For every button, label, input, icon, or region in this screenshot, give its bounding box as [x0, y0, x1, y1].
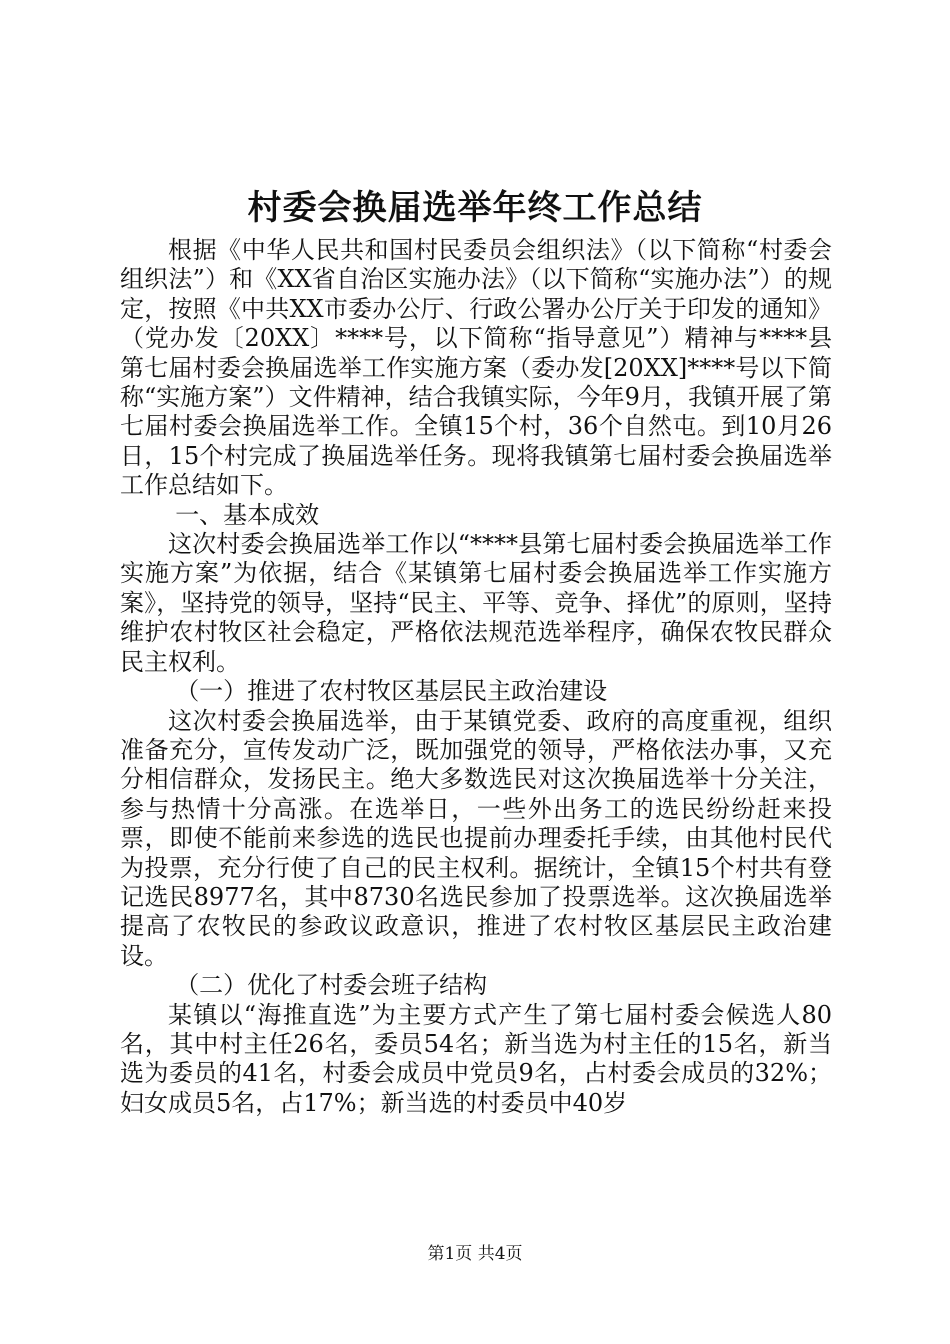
section-heading-basic-results: 一、基本成效 [175, 500, 320, 529]
democracy-paragraph: 这次村委会换届选举，由于某镇党委、政府的高度重视，组织准备充分，宣传发动广泛，既加强党的领导，严格依法办事，又充分相信群众，发扬民主。绝大多数选民对这次换届选举十分关注，参与热情十分高涨。在选举日，一些外出务工的选民纷纷赶来投票，即使不能前来参选的选民也提前办理委托手续，由其他村民代为投票，充分行使了自己的民主权利。据统计，全镇15个村共有登记选民8977名，其中8730名选民参加了投票选举。这次换届选举提高了农牧民的参政议政意识，推进了农村牧区基层民主政治建设。 [120, 706, 832, 970]
subsection-heading-structure: （二）优化了村委会班子结构 [175, 971, 488, 1000]
document-body [120, 236, 832, 1118]
basic-results-paragraph: 这次村委会换届选举工作以“****县第七届村委会换届选举工作实施方案”为依据，结合《某镇第七届村委会换届选举工作实施方案》，坚持党的领导，坚持“民主、平等、竞争、择优”的原则，坚持维护农村牧区社会稳定，严格依法规范选举程序，确保农牧民群众民主权利。 [120, 530, 832, 676]
subsection-heading-democracy: （一）推进了农村牧区基层民主政治建设 [175, 677, 608, 706]
intro-paragraph: 根据《中华人民共和国村民委员会组织法》（以下简称“村委会组织法”）和《XX省自治区实施办法》（以下简称“实施办法”）的规定，按照《中共XX市委办公厅、行政公署办公厅关于印发的通知》（党办发〔20XX〕****号，以下简称“指导意见”）精神与****县第七届村委会换届选举工作实施方案（委办发[20XX]****号以下简称“实施方案”）文件精神，结合我镇实际，今年9月，我镇开展了第七届村委会换届选举工作。全镇15个村，36个自然屯。到10月26日，15个村完成了换届选举任务。现将我镇第七届村委会换届选举工作总结如下。 [120, 236, 832, 500]
document-title: 村委会换届选举年终工作总结 [247, 188, 703, 228]
structure-paragraph: 某镇以“海推直选”为主要方式产生了第七届村委会候选人80名，其中村主任26名，委员54名；新当选为村主任的15名，新当选为委员的41名，村委会成员中党员9名，占村委会成员的32%；妇女成员5名，占17%；新当选的村委员中40岁 [120, 1000, 832, 1117]
page-indicator: 第1页 共4页 [427, 1244, 523, 1264]
